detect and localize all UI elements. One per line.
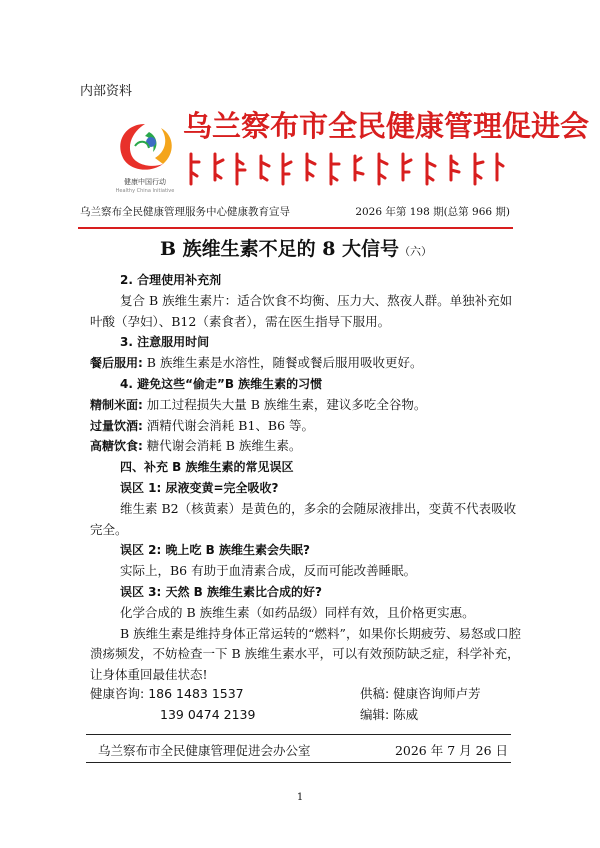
publication-header (80, 204, 510, 219)
footer-divider-bottom (86, 762, 511, 763)
contact-label: 健康咨询: (90, 686, 145, 701)
section-heading: 3. 注意服用时间 (120, 335, 210, 350)
logo-caption-cn: 健康中国行动 (124, 178, 166, 186)
publisher-name: 乌兰察布全民健康管理服务中心健康教育宣导 (80, 206, 290, 218)
mongolian-script-title (185, 150, 505, 190)
phone-number-2: 139 0474 2139 (160, 706, 256, 722)
title-main: B 族维生素不足的 8 大信号 (159, 238, 400, 260)
phone-number-1: 186 1483 1537 (148, 686, 244, 701)
paragraph: 维生素 B2（核黄素）是黄色的，多余的会随尿液排出，变黄不代表吸收完全。 (90, 500, 517, 537)
editor: 编辑: 陈威 (360, 706, 419, 722)
term-text: 加工过程损失大量 B 族维生素，建议多吃全谷物。 (142, 396, 427, 412)
issue-number: 2026 年第 198 期(总第 966 期) (355, 206, 510, 218)
list-item (90, 416, 522, 437)
health-china-logo (105, 112, 185, 182)
footer (98, 741, 508, 759)
supplier: 供稿: 健康咨询师卢芳 (360, 686, 481, 701)
logo-caption (100, 178, 190, 196)
part-heading: 四、补充 B 族维生素的常见误区 (120, 460, 294, 475)
header-divider (78, 227, 513, 229)
organization-title: 乌兰察布市全民健康管理促进会 (183, 109, 590, 143)
term-label: 精制米面: (90, 397, 143, 412)
myth-heading: 误区 3: 天然 B 族维生素比合成的好? (120, 584, 322, 599)
logo-caption-en: Healthy China Initiative (115, 188, 175, 194)
term-label: 过量饮酒: (90, 418, 143, 433)
myth-heading: 误区 1: 尿液变黄=完全吸收? (120, 480, 279, 495)
term-text: 酒精代谢会消耗 B1、B6 等。 (142, 417, 315, 433)
title-part: （六） (399, 245, 433, 258)
section-heading: 2. 合理使用补充剂 (120, 273, 222, 287)
paragraph: 化学合成的 B 族维生素（如药品级）同样有效，且价格更实惠。 (120, 604, 475, 620)
office-name: 乌兰察布市全民健康管理促进会办公室 (98, 743, 311, 758)
document-title (80, 234, 512, 261)
issue-date: 2026 年 7 月 26 日 (394, 743, 508, 758)
contact-block (90, 684, 522, 725)
list-item (90, 395, 522, 416)
article-body (90, 270, 522, 686)
myth-heading: 误区 2: 晚上吃 B 族维生素会失眠? (120, 543, 310, 558)
section-heading: 4. 避免这些“偷走”B 族维生素的习惯 (120, 376, 323, 391)
page-number: 1 (296, 792, 304, 803)
footer-divider-top (86, 734, 511, 735)
term-label: 餐后服用: (90, 356, 143, 371)
term-text: 糖代谢会消耗 B 族维生素。 (142, 438, 302, 454)
internal-material-label: 内部资料 (80, 84, 133, 99)
term-text: B 族维生素是水溶性，随餐或餐后服用吸收更好。 (142, 355, 423, 371)
closing-paragraph: B 族维生素是维持身体正常运转的“燃料”，如果你长期疲劳、易怒或口腔溃疡频发，不妨检查一下 B 族维生素水平，可以有效预防缺乏症，科学补充，让身体重回最佳状态! (90, 625, 521, 683)
paragraph: 复合 B 族维生素片：适合饮食不均衡、压力大、熬夜人群。单独补充如叶酸（孕妇）、B12（素食者），需在医生指导下服用。 (90, 292, 513, 329)
paragraph (90, 353, 522, 374)
paragraph: 实际上，B6 有助于血清素合成，反而可能改善睡眠。 (120, 563, 417, 579)
term-label: 高糖饮食: (90, 439, 143, 454)
list-item (90, 436, 522, 457)
